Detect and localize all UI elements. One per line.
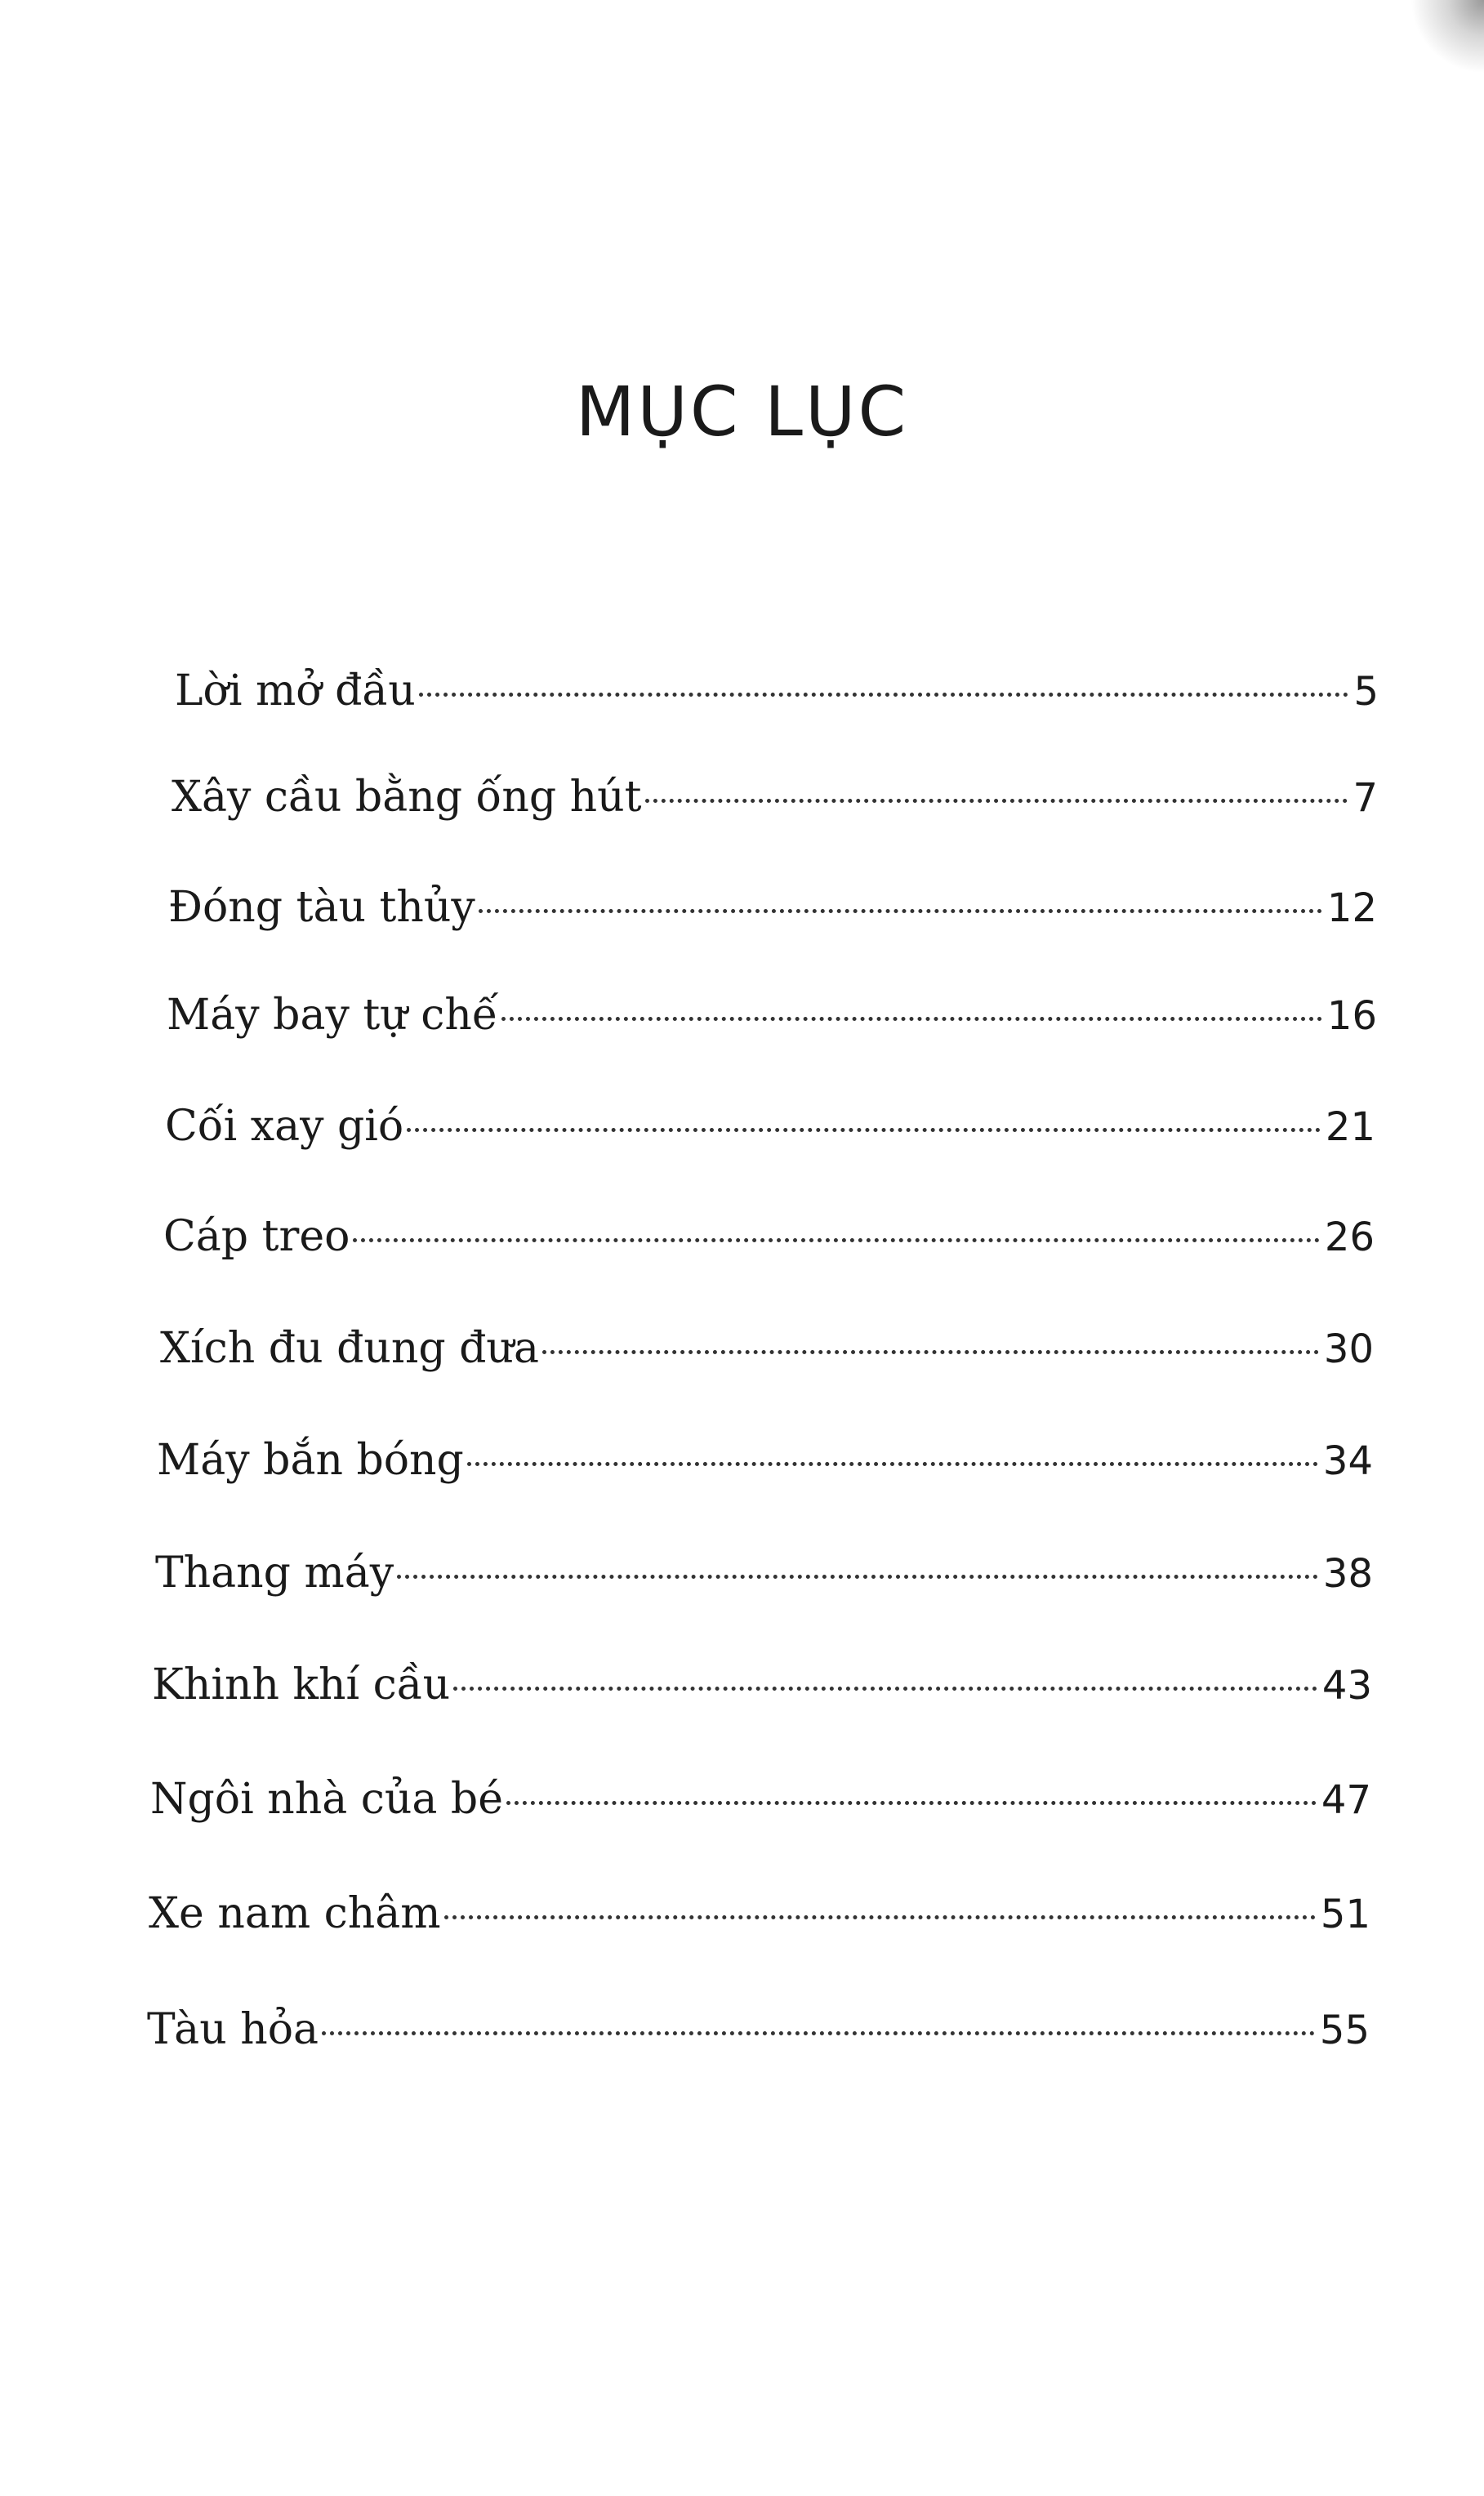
toc-entry-label: Tàu hỏa	[147, 2005, 319, 2054]
toc-entry-page: 21	[1325, 1104, 1375, 1150]
toc-entry-label: Cối xay gió	[165, 1102, 404, 1151]
page-corner-shadow	[1410, 0, 1484, 74]
toc-entry-label: Đóng tàu thủy	[168, 883, 475, 932]
toc-entry	[155, 1544, 1373, 1602]
toc-entry-label: Thang máy	[155, 1549, 394, 1598]
toc-dot-leader	[453, 1687, 1317, 1691]
toc-entry-page: 38	[1322, 1551, 1373, 1597]
toc-entry-label: Lời mở đầu	[175, 666, 416, 715]
toc-entry-page: 16	[1326, 993, 1377, 1039]
toc-entry	[175, 662, 1379, 720]
toc-entry-label: Xe nam châm	[149, 1889, 441, 1938]
toc-entry-page: 43	[1321, 1663, 1372, 1709]
toc-entry-page: 34	[1322, 1438, 1373, 1484]
toc-entry	[152, 1656, 1372, 1714]
toc-entry-label: Ngôi nhà của bé	[150, 1775, 503, 1824]
toc-dot-leader	[542, 1350, 1319, 1354]
toc-entry-page: 30	[1323, 1326, 1374, 1372]
toc-entry	[168, 878, 1377, 937]
toc-entry-label: Khinh khí cầu	[152, 1660, 451, 1709]
toc-dot-leader	[467, 1462, 1318, 1466]
toc-entry-page: 5	[1353, 669, 1379, 715]
toc-entry-page: 7	[1353, 775, 1378, 821]
page-title: MỤC LỤC	[575, 372, 909, 452]
toc-entry	[172, 768, 1378, 827]
toc-entry	[149, 1884, 1370, 1943]
toc-entry	[163, 1207, 1375, 1266]
toc-entry-label: Máy bay tự chế	[167, 991, 498, 1040]
toc-entry-page: 51	[1320, 1892, 1370, 1937]
toc-dot-leader	[397, 1575, 1318, 1579]
toc-entry	[147, 2000, 1370, 2059]
toc-entry-page: 26	[1324, 1215, 1375, 1260]
toc-dot-leader	[444, 1915, 1316, 1919]
toc-entry-label: Xây cầu bằng ống hút	[172, 773, 642, 822]
toc-entry-label: Cáp treo	[163, 1212, 350, 1261]
toc-entry-label: Xích đu đung đưa	[160, 1324, 539, 1373]
toc-entry	[167, 986, 1377, 1045]
toc-dot-leader	[506, 1801, 1317, 1805]
toc-entry-page: 47	[1321, 1777, 1371, 1823]
toc-dot-leader	[322, 2031, 1315, 2035]
toc-dot-leader	[645, 799, 1348, 803]
toc-dot-leader	[501, 1017, 1322, 1021]
toc-dot-leader	[419, 693, 1349, 697]
toc-dot-leader	[407, 1128, 1321, 1132]
toc-entry-page: 55	[1319, 2008, 1370, 2053]
toc-entry-label: Máy bắn bóng	[157, 1436, 464, 1485]
toc-dot-leader	[353, 1238, 1319, 1242]
toc-dot-leader	[479, 909, 1322, 913]
toc-entry	[160, 1319, 1374, 1378]
toc-entry	[165, 1097, 1375, 1156]
toc-entry-page: 12	[1326, 885, 1377, 931]
toc-entry	[150, 1770, 1371, 1829]
toc-entry	[157, 1431, 1373, 1490]
